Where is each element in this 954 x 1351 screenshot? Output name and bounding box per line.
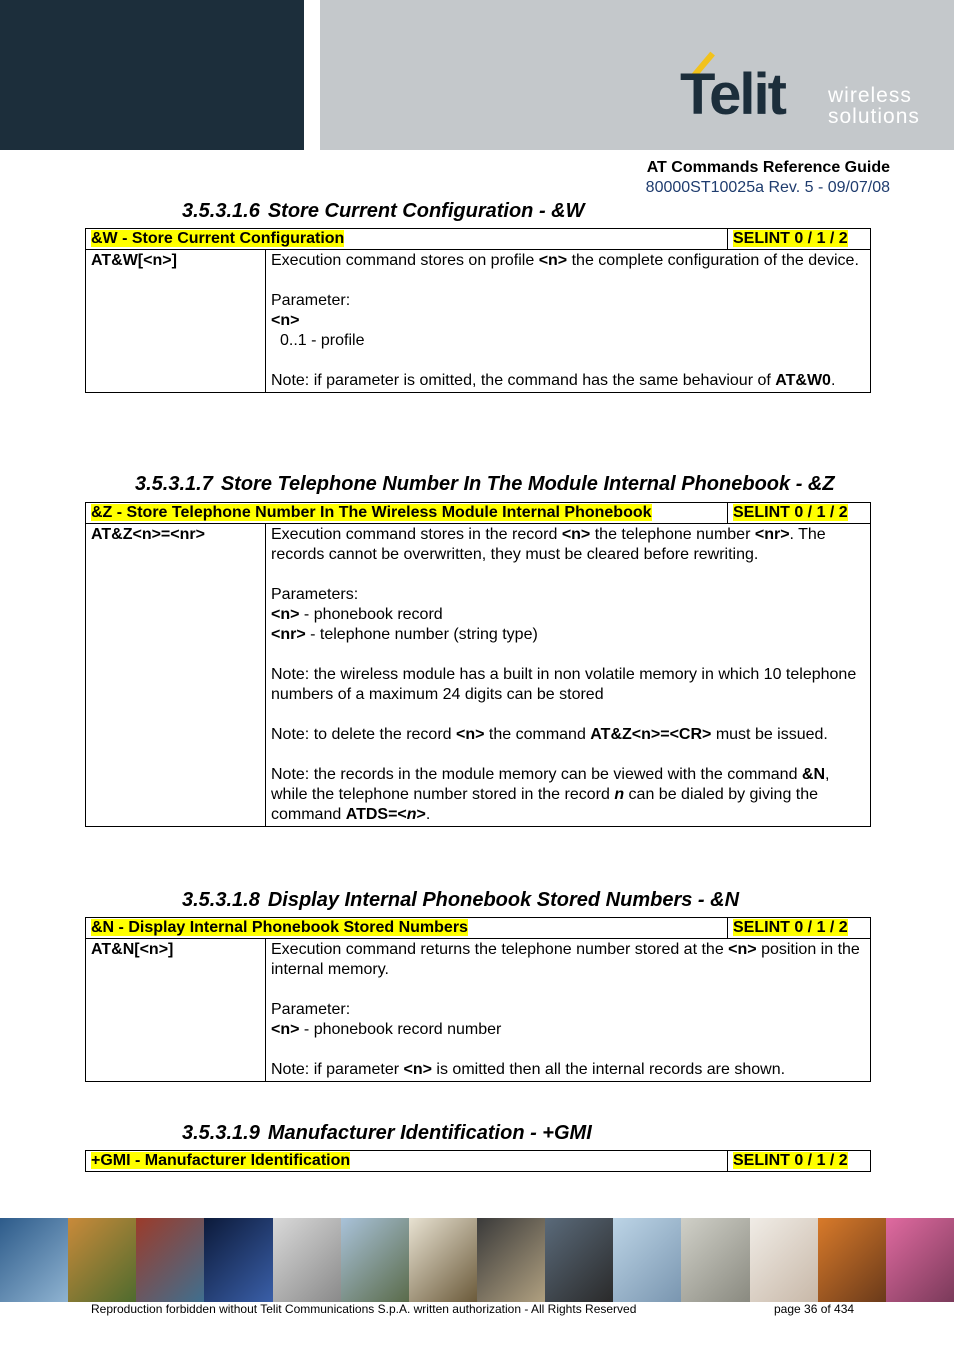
document-revision: 80000ST10025a Rev. 5 - 09/07/08 bbox=[645, 179, 890, 196]
footer-photo bbox=[477, 1218, 545, 1302]
footer-photo bbox=[273, 1218, 341, 1302]
footer-photo bbox=[409, 1218, 477, 1302]
footer-photo bbox=[613, 1218, 681, 1302]
footer-photo bbox=[204, 1218, 272, 1302]
selint-label: SELINT 0 / 1 / 2 bbox=[733, 1152, 848, 1169]
section-heading-w: 3.5.3.1.6 Store Current Configuration - &W bbox=[182, 200, 585, 222]
section-heading-n: 3.5.3.1.8 Display Internal Phonebook Stored Numbers - &N bbox=[182, 889, 740, 911]
command-table-w bbox=[85, 228, 871, 393]
footer-photo bbox=[136, 1218, 204, 1302]
footer-photo bbox=[0, 1218, 68, 1302]
selint-label: SELINT 0 / 1 / 2 bbox=[733, 230, 848, 247]
selint-label: SELINT 0 / 1 / 2 bbox=[733, 919, 848, 936]
command-syntax: AT&Z<n>=<nr> bbox=[86, 524, 266, 827]
section-heading-z: 3.5.3.1.7 Store Telephone Number In The Module Internal Phonebook - &Z bbox=[135, 473, 835, 495]
table-title: &N - Display Internal Phonebook Stored Numbers bbox=[91, 919, 468, 936]
footer-photo bbox=[681, 1218, 749, 1302]
command-description: Execution command returns the telephone number stored at the <n> position in the internal memory. Parameter: <n> - phonebook record number Note: if parameter <n> is omitted then all the internal records are shown. bbox=[266, 939, 871, 1082]
selint-label: SELINT 0 / 1 / 2 bbox=[733, 504, 848, 521]
selint-cell bbox=[728, 229, 871, 250]
command-syntax: AT&W[<n>] bbox=[86, 250, 266, 393]
command-description: Execution command stores in the record <n> the telephone number <nr>. The records cannot be overwritten, they must be cleared before rewriting. Parameters: <n> - phonebook record <nr> - telephone number (string type) Note: the wireless module has a built in non volatile memory in which 10 telephone numbers of a maximum 24 digits can be stored Note: to delete the record <n> the command AT&Z<n>=<CR> must be issued. Note: the records in the module memory can be viewed with the command &N, while the telephone number stored in the record n can be dialed by giving the command ATDS=<n>. bbox=[266, 524, 871, 827]
logo-tagline-line-2: solutions bbox=[828, 105, 920, 128]
footer-photo bbox=[750, 1218, 818, 1302]
command-description: Execution command stores on profile <n> the complete configuration of the device. Parameter: <n> 0..1 - profile Note: if parameter is omitted, the command has the same behaviour of AT&W0. bbox=[266, 250, 871, 393]
footer-photo bbox=[68, 1218, 136, 1302]
table-title-cell bbox=[86, 1151, 728, 1172]
page-number: page 36 of 434 bbox=[774, 1302, 855, 1316]
footer-photo bbox=[818, 1218, 886, 1302]
command-table-n bbox=[85, 917, 871, 1082]
logo-tagline-line-1: wireless bbox=[828, 84, 912, 107]
selint-cell bbox=[728, 1151, 871, 1172]
selint-cell bbox=[728, 918, 871, 939]
footer-photo-strip bbox=[0, 1218, 954, 1302]
telit-logo: Telit bbox=[680, 62, 785, 127]
table-title-cell bbox=[86, 503, 728, 524]
header-banner-dark bbox=[0, 0, 304, 150]
document-title: AT Commands Reference Guide bbox=[646, 159, 890, 176]
footer-photo bbox=[545, 1218, 613, 1302]
command-syntax: AT&N[<n>] bbox=[86, 939, 266, 1082]
table-title-cell bbox=[86, 229, 728, 250]
table-title: &W - Store Current Configuration bbox=[91, 230, 345, 247]
footer-photo bbox=[341, 1218, 409, 1302]
footer-photo bbox=[886, 1218, 954, 1302]
table-title: +GMI - Manufacturer Identification bbox=[91, 1152, 351, 1169]
table-title-cell bbox=[86, 918, 728, 939]
command-table-gmi bbox=[85, 1150, 871, 1172]
logo-tagline bbox=[828, 85, 920, 127]
selint-cell bbox=[728, 503, 871, 524]
footer-copyright: Reproduction forbidden without Telit Communications S.p.A. written authorization - All Rights Reserved bbox=[91, 1302, 637, 1316]
section-heading-gmi: 3.5.3.1.9 Manufacturer Identification - +GMI bbox=[182, 1122, 592, 1144]
table-title: &Z - Store Telephone Number In The Wireless Module Internal Phonebook bbox=[91, 504, 652, 521]
command-table-z bbox=[85, 502, 871, 827]
